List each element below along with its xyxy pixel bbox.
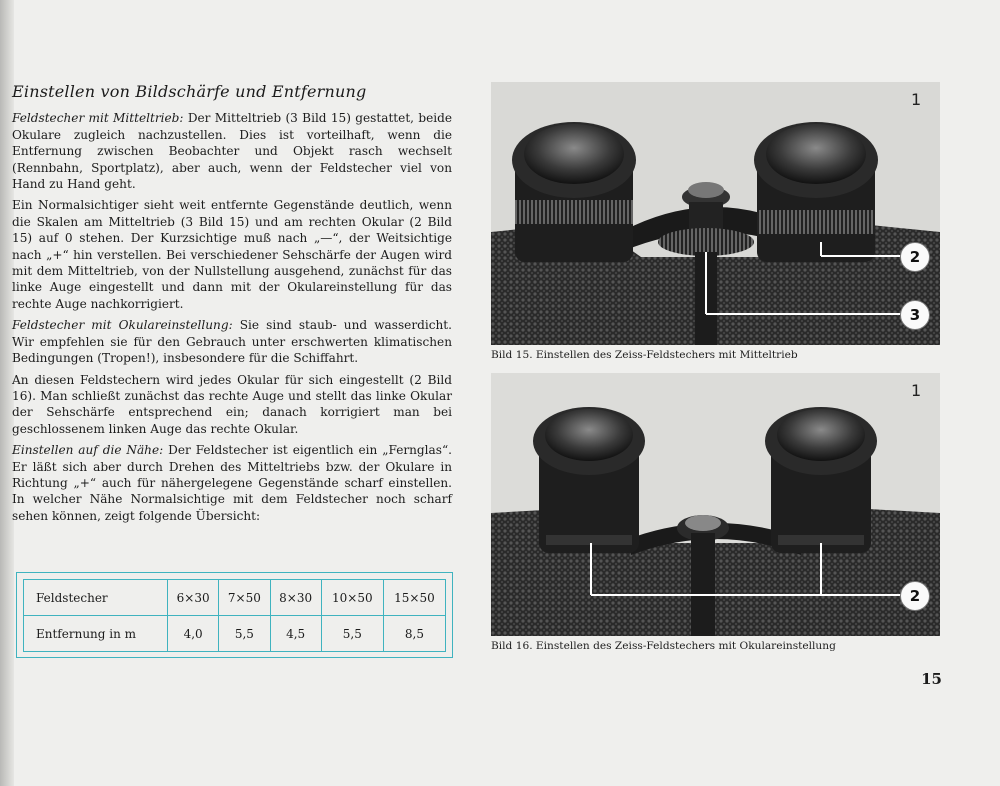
figure-16: [491, 373, 940, 652]
paragraph-3: [12, 317, 452, 366]
figure-15: [491, 82, 940, 361]
callout-label-3: 3: [900, 300, 930, 330]
callout-label-1: 1: [911, 90, 922, 109]
paragraph-text: An diesen Feldstechern wird jedes Okular für sich eingestellt (2 Bild 16). Man schließt zunächst das rechte Auge und stellt das linke Okular der Sehschärfe entsprechend ein; danach korrigiert man bei geschlossenem linken Auge das rechte Okular.: [12, 372, 452, 436]
paragraph-text: Ein Normalsichtiger sieht weit entfernte Gegenstände deutlich, wenn die Skalen am Mitteltrieb (3 Bild 15) und am rechten Okular (2 Bild 15) auf 0 stehen. Der Kurzsichtige muß nach „—“, der Weitsichtige nach „+“ hin verstellen. Bei verschiedener Sehschärfe der Augen wird mit dem Mitteltrieb, von der Nullstellung ausgehend, zunächst für das linke Auge eingestellt und dann mit der Okulareinstellung für das rechte Auge nachkorrigiert.: [12, 198, 452, 311]
row-label: Entfernung in m: [24, 616, 168, 652]
callout-label-1: 1: [911, 381, 922, 400]
binoculars-individual-focus-photo: [491, 373, 940, 636]
row-label: Feldstecher: [24, 580, 168, 616]
callout-label-2: 2: [900, 581, 930, 611]
table-cell: 5,5: [219, 616, 270, 652]
table-cell: 4,0: [168, 616, 219, 652]
section-title: Einstellen von Bildschärfe und Entfernung: [12, 82, 367, 101]
paragraph-4: [12, 372, 452, 438]
paragraph-text: Der Feldstecher ist eigentlich ein „Fernglas“. Er läßt sich aber durch Drehen des Mitteltriebs bzw. der Okulare in Richtung „+“ auch für nähergelegene Gegenstände scharf einstellen. In welcher Nähe Normalsichtige mit dem Feldstecher noch scharf sehen können, zeigt folgende Übersicht:: [12, 443, 452, 523]
table-cell: 8×30: [270, 580, 321, 616]
table-cell: 8,5: [383, 616, 445, 652]
binoculars-center-focus-photo: [491, 82, 940, 345]
paragraph-lead: Einstellen auf die Nähe:: [12, 443, 164, 458]
focus-distance-table: [23, 579, 446, 652]
table-row: [24, 616, 446, 652]
paragraph-2: [12, 197, 452, 312]
callout-label-2: 2: [900, 242, 930, 272]
focus-distance-table-frame: [16, 572, 453, 658]
paragraph-1: [12, 110, 452, 192]
figure-caption: Bild 16. Einstellen des Zeiss-Feldstechers mit Okulareinstellung: [491, 640, 836, 652]
table-cell: 7×50: [219, 580, 270, 616]
table-cell: 10×50: [321, 580, 383, 616]
paragraph-lead: Feldstecher mit Okulareinstellung:: [12, 318, 233, 333]
table-cell: 4,5: [270, 616, 321, 652]
paragraph-5: [12, 442, 452, 524]
table-cell: 6×30: [168, 580, 219, 616]
paragraph-text: Der Mitteltrieb (3 Bild 15) gestattet, beide Okulare zugleich nachzustellen. Dies ist vorteilhaft, wenn die Entfernung zwischen Beobachter und Objekt rasch wechselt (Rennbahn, Sportplatz), aber auch, wenn der Feldstecher viel von Hand zu Hand geht.: [12, 111, 452, 192]
table-cell: 5,5: [321, 616, 383, 652]
paragraph-lead: Feldstecher mit Mitteltrieb:: [12, 111, 184, 126]
table-row: [24, 580, 446, 616]
paragraph-text: Sie sind staub- und wasserdicht. Wir empfehlen sie für den Gebrauch unter erschwerten klimatischen Bedingungen (Tropen!), insbesondere für die Schiffahrt.: [12, 318, 452, 366]
figure-caption: Bild 15. Einstellen des Zeiss-Feldstechers mit Mitteltrieb: [491, 349, 798, 361]
text-column: [12, 84, 452, 529]
table-cell: 15×50: [383, 580, 445, 616]
page-number: 15: [921, 670, 942, 688]
